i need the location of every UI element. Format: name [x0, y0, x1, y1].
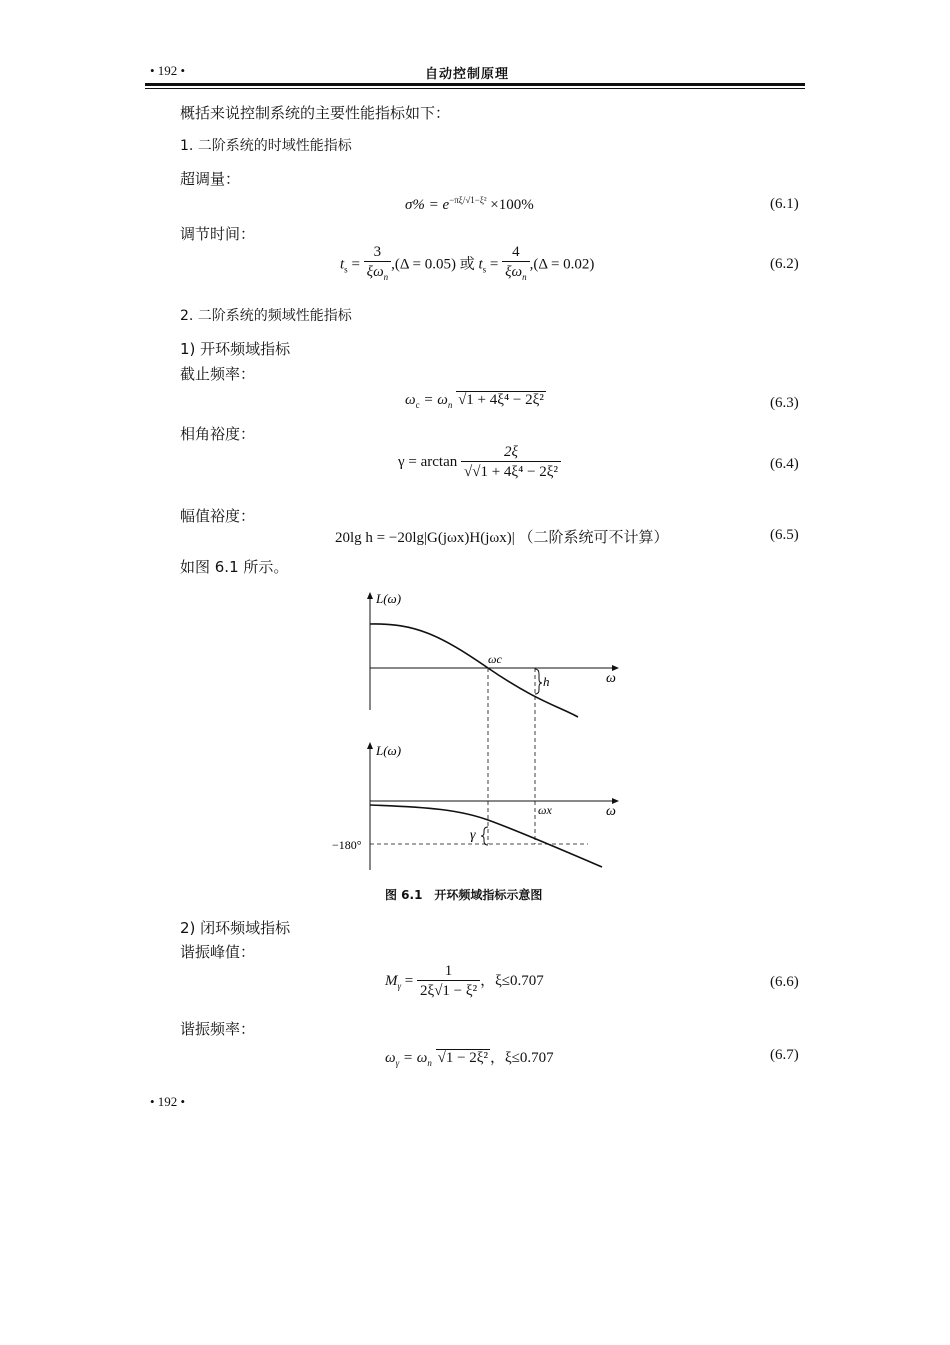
equation-6-3: $\omega_c = \omega_n$ √1 + 4ξ⁴ − 2ξ²	[405, 392, 544, 410]
eq63-lhs: ω	[405, 392, 416, 408]
gain-margin-h-label: h	[543, 674, 550, 689]
phase-margin-gamma-label: γ	[470, 828, 476, 843]
gain-margin-label: 幅值裕度：	[180, 507, 256, 525]
equation-6-7: $\omega_\gamma = \omega_n$ √1 − 2ξ² ，ξ≤0.707	[385, 1050, 554, 1068]
eq-number-6-3: (6.3)	[770, 395, 799, 411]
minus-180-label: −180°	[332, 838, 362, 852]
eq66-lhs: M	[385, 972, 398, 989]
eq-number-6-6: (6.6)	[770, 974, 799, 990]
figure-caption: 图 6.1 开环频域指标示意图	[385, 888, 543, 902]
eq62-den1: ξω	[366, 264, 384, 280]
phase-crossover-label: ωx	[538, 803, 552, 817]
header-book-title: 自动控制原理	[425, 67, 510, 82]
phase-curve	[370, 805, 602, 867]
eq67-lhs: ω	[385, 1050, 396, 1066]
eq66-num: 1	[417, 962, 480, 981]
cutoff-frequency-label: 截止频率：	[180, 365, 256, 383]
top-x-axis-label: ω	[606, 671, 616, 686]
figure-reference: 如图 6.1 所示。	[180, 558, 289, 576]
top-y-axis-label: L(ω)	[376, 591, 402, 606]
eq65-note: （二阶系统可不计算）	[518, 528, 669, 546]
eq62-t2: t	[478, 256, 483, 273]
equation-6-6: $M_\gamma$ = $\frac{1}{\text{2ξ√1 − ξ²}}$ ，ξ≤0.707	[385, 963, 544, 999]
eq61-rhs: ×100%	[490, 197, 534, 213]
eq67-rhs: = ω	[402, 1050, 428, 1066]
eq62-num2: 4	[502, 243, 530, 262]
eq66-den: 2ξ√1 − ξ²	[420, 983, 478, 999]
eq-number-6-5: (6.5)	[770, 527, 799, 543]
equation-6-1	[405, 195, 534, 214]
intro-text: 概括来说控制系统的主要性能指标如下：	[180, 104, 451, 122]
resonant-peak-label: 谐振峰值：	[180, 943, 256, 961]
eq62-fraction-2: $\frac{4}{\xi\omega_n}$	[502, 243, 530, 287]
phase-margin-brace	[481, 827, 488, 845]
header-rule-thick	[145, 83, 805, 86]
equation-6-5	[335, 526, 669, 547]
open-loop-frequency-figure	[320, 585, 620, 875]
eq66-condition: ，ξ≤0.707	[480, 972, 544, 989]
eq64-fraction	[461, 443, 561, 482]
eq62-cond2: ,(Δ = 0.02)	[529, 256, 595, 273]
subsection-closed-loop: 2) 闭环频域指标	[180, 919, 291, 937]
eq-number-6-2: (6.2)	[770, 256, 799, 272]
eq61-lhs: σ% = e	[405, 197, 450, 213]
eq63-mid: = ω	[423, 392, 448, 408]
header-page-number: • 192 •	[150, 63, 186, 78]
phase-margin-label: 相角裕度：	[180, 425, 256, 443]
eq62-t1: t	[340, 256, 345, 273]
eq62-den2: ξω	[505, 264, 523, 280]
eq67-radical: √1 − 2ξ²	[437, 1050, 488, 1066]
eq-number-6-7: (6.7)	[770, 1047, 799, 1063]
crossover-frequency-label: ωc	[488, 652, 502, 666]
eq62-fraction-1: $\frac{3}{\xi\omega_n}$	[364, 243, 392, 287]
equation-6-4	[398, 443, 561, 482]
eq-number-6-1: (6.1)	[770, 196, 799, 212]
settling-time-label: 调节时间：	[180, 225, 256, 243]
bottom-y-axis-label: L(ω)	[376, 743, 402, 758]
eq66-fraction	[417, 962, 480, 1001]
footer-page-number: • 192 •	[150, 1094, 186, 1109]
header-rule-thin	[145, 88, 805, 89]
eq61-exponent: −πξ/√1−ξ²	[449, 195, 487, 205]
magnitude-curve	[370, 624, 578, 717]
eq64-lhs: γ = arctan	[398, 453, 458, 470]
equation-6-2: $t_s$ = $\frac{3}{\xi\omega_n}$ ,(Δ = 0.05) 或 $t_s$ = $\frac{4}{\xi\omega_n}$ ,(Δ = 0.02)	[340, 243, 594, 287]
bottom-x-axis-label: ω	[606, 804, 616, 819]
eq65-formula: 20lg h = −20lg|G(jωx)H(jωx)|	[335, 530, 515, 546]
eq64-den: √√1 + 4ξ⁴ − 2ξ²	[463, 464, 558, 480]
eq62-cond1: ,(Δ = 0.05) 或	[391, 256, 475, 273]
section-2-heading: 2. 二阶系统的频域性能指标	[180, 308, 352, 324]
eq62-num1: 3	[364, 243, 392, 262]
eq-number-6-4: (6.4)	[770, 456, 799, 472]
resonant-frequency-label: 谐振频率：	[180, 1020, 256, 1038]
gain-margin-brace	[535, 669, 542, 694]
section-1-heading: 1. 二阶系统的时域性能指标	[180, 138, 352, 154]
subsection-open-loop: 1) 开环频域指标	[180, 340, 291, 358]
eq64-num: 2ξ	[461, 443, 561, 462]
overshoot-label: 超调量：	[180, 170, 241, 188]
eq67-condition: ，ξ≤0.707	[490, 1050, 554, 1066]
eq63-radical: √1 + 4ξ⁴ − 2ξ²	[458, 392, 544, 408]
